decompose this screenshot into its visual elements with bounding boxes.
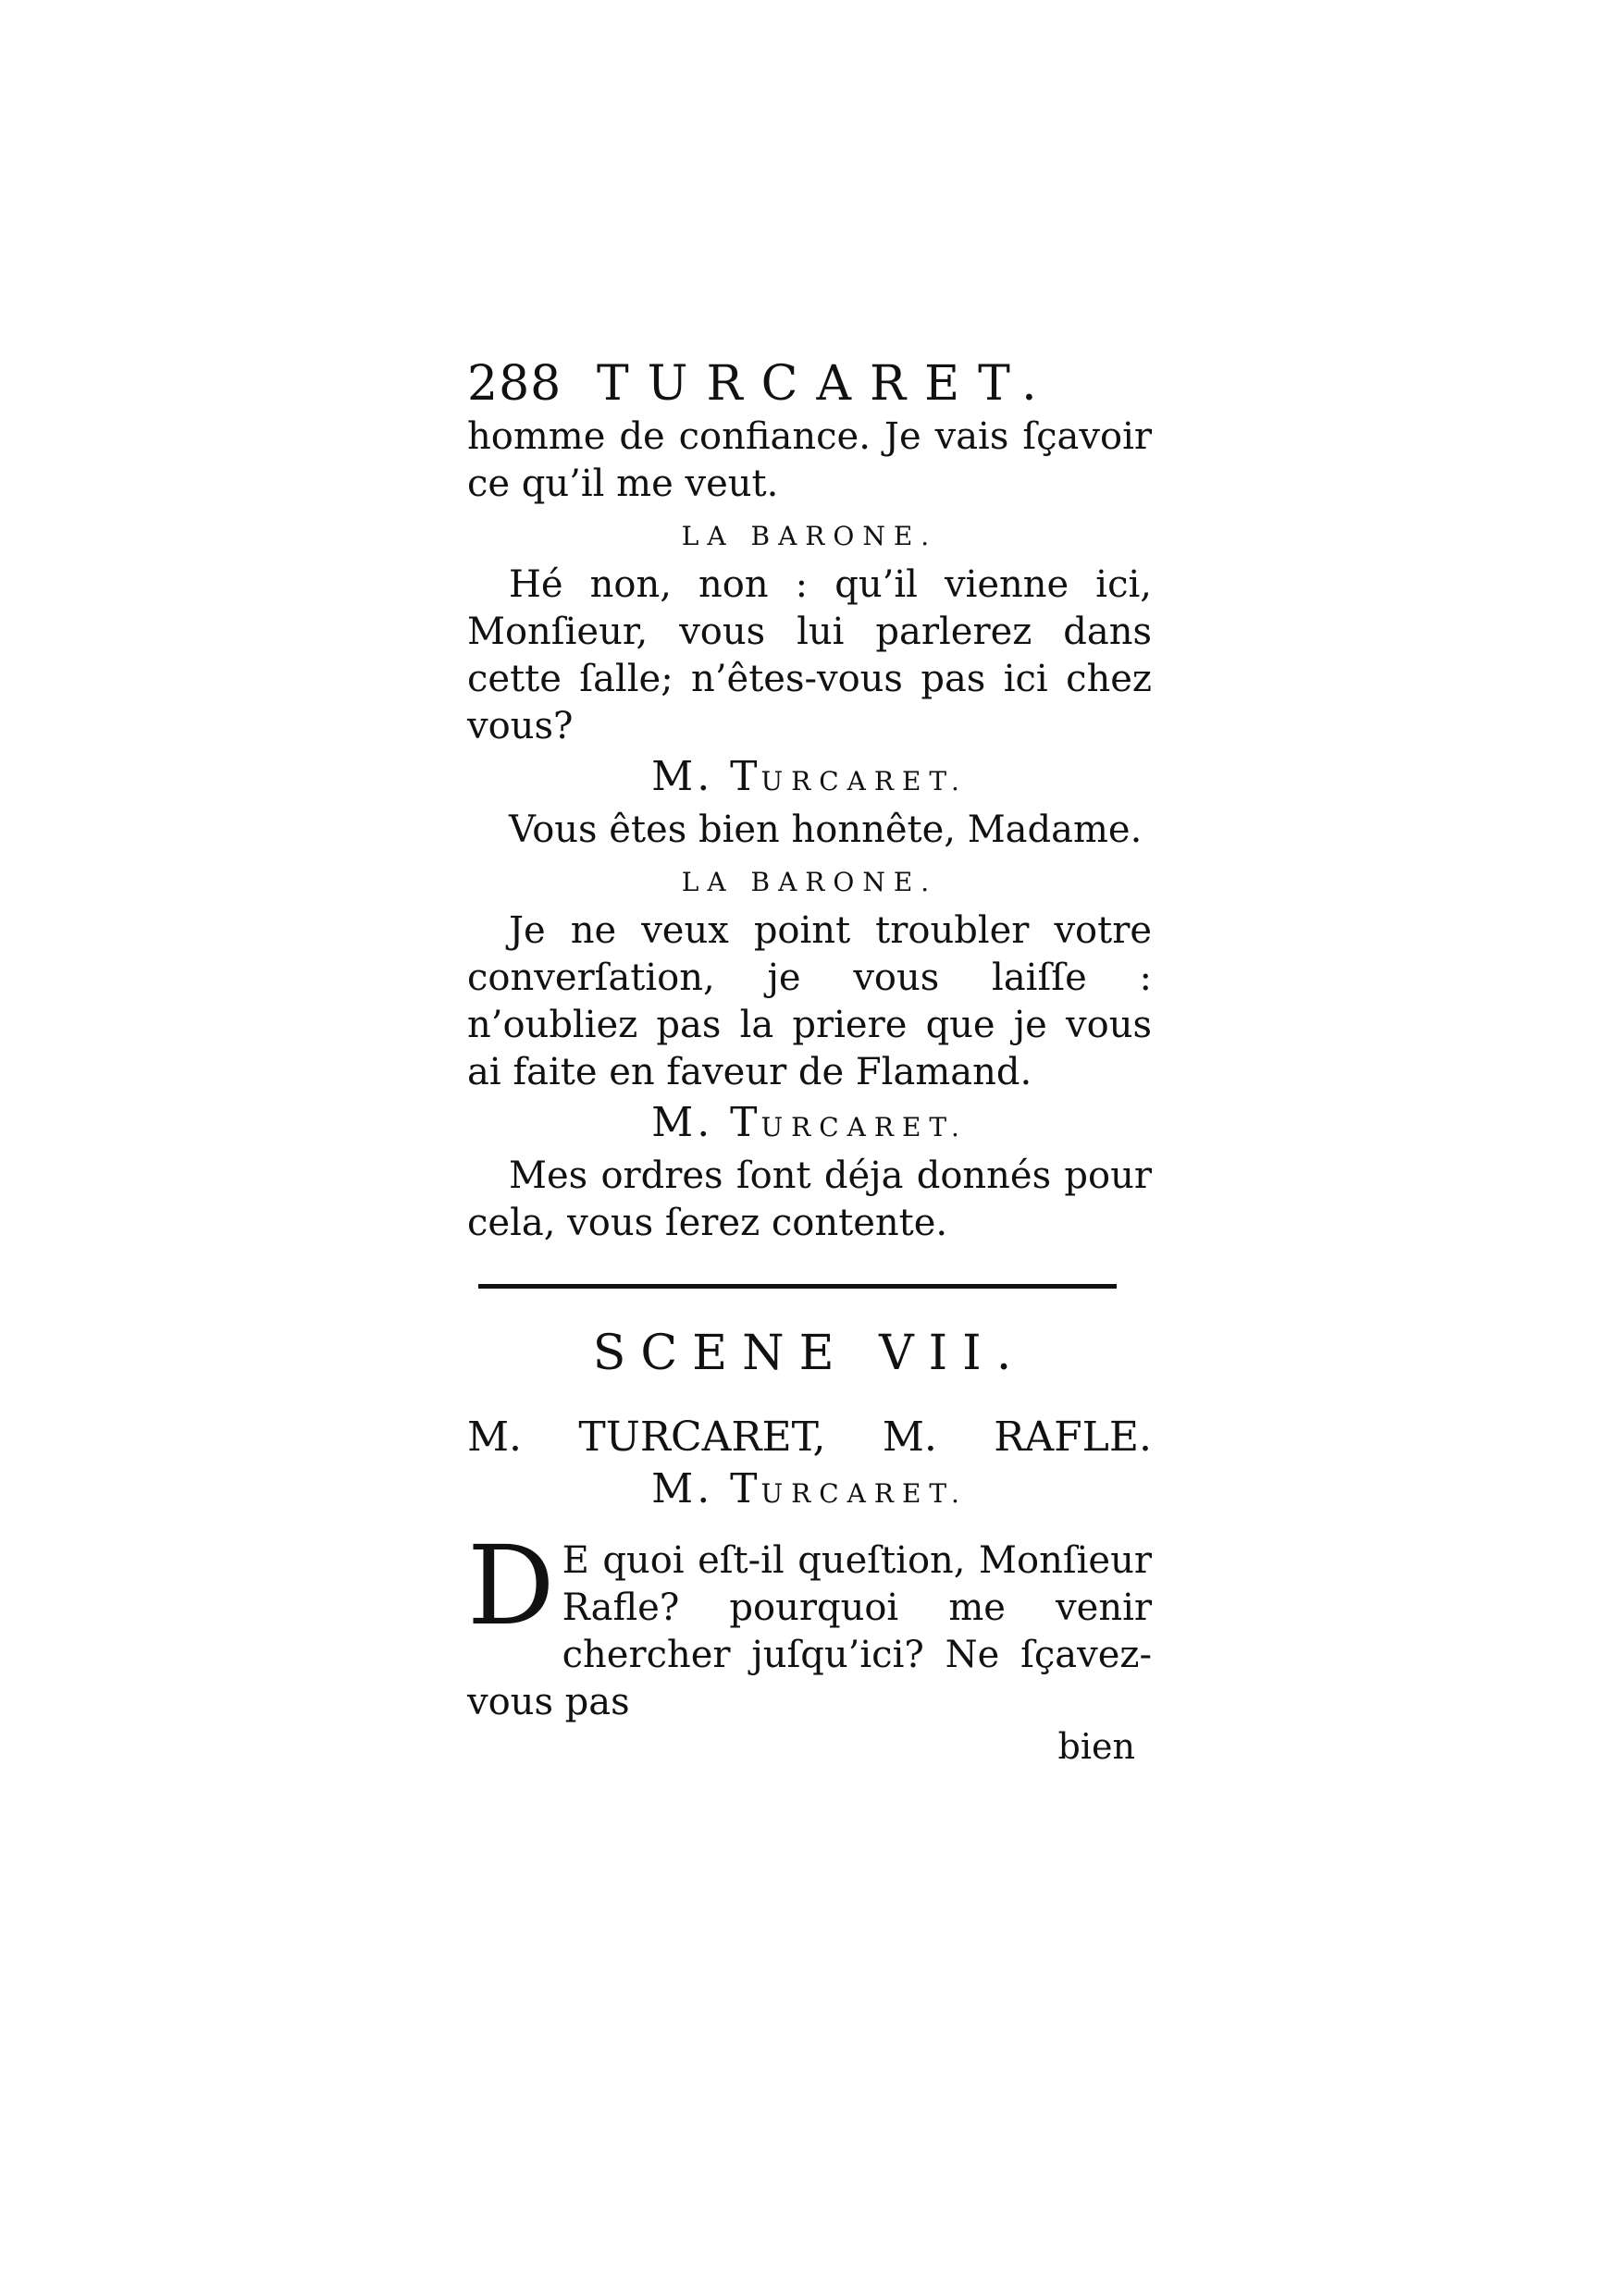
drop-capital: D bbox=[467, 1522, 555, 1649]
catchword: bien bbox=[1057, 1726, 1135, 1767]
running-title: TURCARET. bbox=[597, 356, 1056, 412]
speaker-label bbox=[467, 1464, 1152, 1519]
speaker-name: A BARONE. bbox=[707, 521, 938, 551]
speaker-label bbox=[467, 1098, 1152, 1153]
speaker-name: URCARET. bbox=[760, 1478, 968, 1509]
speaker-initial: L bbox=[681, 867, 708, 897]
speaker-initial: M. T bbox=[651, 1099, 761, 1146]
speaker-initial: M. T bbox=[651, 753, 761, 800]
dialogue-line: Hé non, non : qu’il vienne ici, Monſieur, vous lui parlerez dans cette ſalle; n’êtes-vous pas ici chez vous? bbox=[467, 563, 1152, 747]
speaker-initial: L bbox=[681, 521, 708, 551]
dialogue-line: Je ne veux point troubler votre converſation, je vous laiſſe : n’oubliez pas la priere que je vous ai faite en faveur de Flamand. bbox=[467, 909, 1152, 1093]
book-page bbox=[467, 356, 1152, 1767]
opening-dialogue-text: E quoi eſt-il queſtion, Monſieur Rafle? pourquoi me venir chercher juſqu’ici? Ne ſçavez-vous pas bbox=[467, 1539, 1152, 1723]
opening-dialogue bbox=[467, 1522, 1152, 1726]
dialogue-line: Mes ordres ſont déja donnés pour cela, vous ſerez contente. bbox=[467, 1154, 1152, 1244]
page-number: 288 bbox=[467, 356, 562, 412]
speaker-initial: M. T bbox=[651, 1465, 761, 1512]
speaker-label bbox=[467, 752, 1152, 807]
dialogue-line: Vous êtes bien honnête, Madame. bbox=[509, 809, 1143, 851]
speaker-name: URCARET. bbox=[760, 766, 968, 796]
scene-characters: M. TURCARET, M. RAFLE. bbox=[467, 1413, 1152, 1461]
speaker-name: A BARONE. bbox=[707, 867, 938, 897]
scene-title: SCENE VII. bbox=[592, 1326, 1027, 1381]
speaker-name: URCARET. bbox=[760, 1112, 968, 1142]
running-head bbox=[467, 356, 1152, 414]
scene-divider-rule bbox=[478, 1284, 1117, 1289]
paragraph-continuation: homme de confiance. Je vais ſçavoir ce qu’il me veut. bbox=[467, 415, 1152, 505]
speaker-label bbox=[467, 510, 1152, 562]
speaker-label bbox=[467, 856, 1152, 907]
